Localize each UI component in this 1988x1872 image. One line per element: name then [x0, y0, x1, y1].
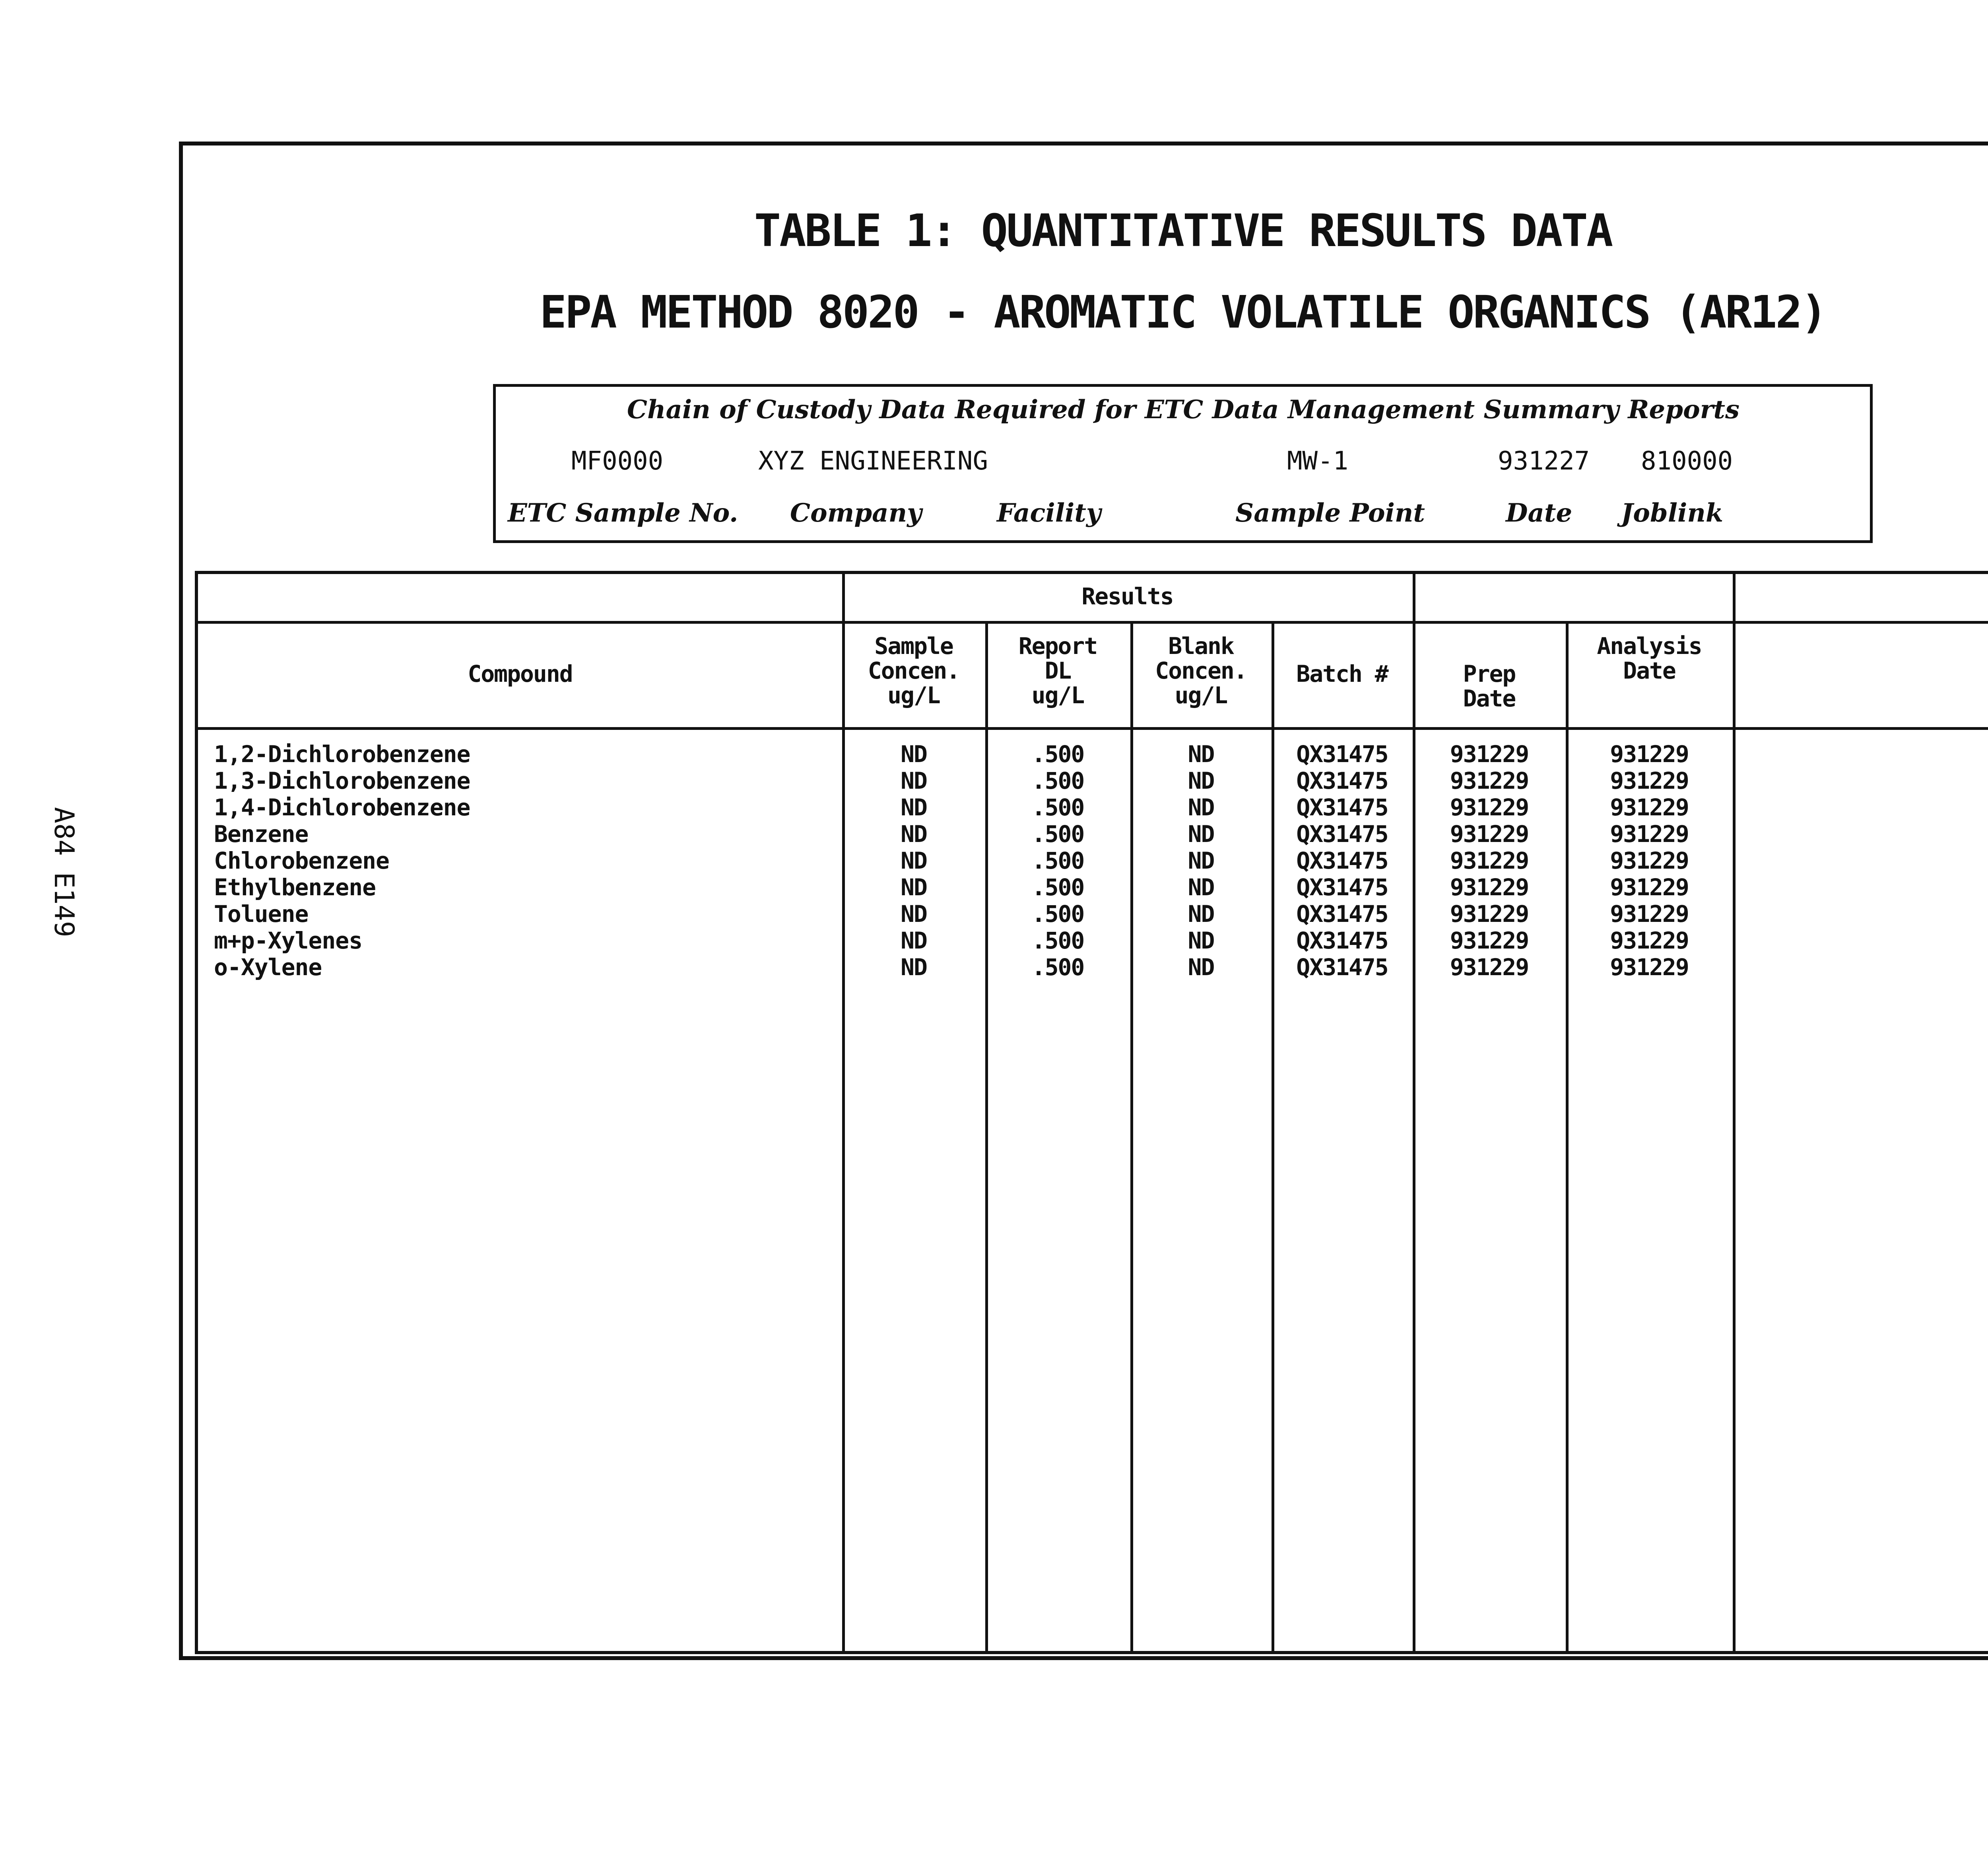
- table-cell-compound: Toluene: [214, 900, 309, 927]
- chain-of-custody-box: [493, 384, 1873, 543]
- table-cell-dl: .500: [1031, 821, 1084, 848]
- table-cell-batch: QX31475: [1296, 821, 1388, 848]
- report-dl-column: [985, 741, 1130, 981]
- table-cell-analysis: 931229: [1610, 741, 1689, 768]
- table-cell-blank: ND: [1188, 900, 1214, 927]
- table-divider: [198, 621, 1988, 624]
- coc-sample-no-label: ETC Sample No.: [508, 498, 738, 528]
- table-cell-compound: 1,4-Dichlorobenzene: [214, 794, 470, 821]
- table-cell-sample: ND: [901, 954, 927, 981]
- table-cell-prep: 931229: [1450, 821, 1529, 848]
- table-cell-blank: ND: [1188, 794, 1214, 821]
- column-divider: [842, 574, 845, 1651]
- table-cell-batch: QX31475: [1296, 900, 1388, 927]
- table-cell-blank: ND: [1188, 741, 1214, 768]
- table-cell-compound: m+p-Xylenes: [214, 927, 363, 954]
- table-cell-dl: .500: [1031, 794, 1084, 821]
- blank-concen-column: [1130, 741, 1272, 981]
- table-cell-batch: QX31475: [1296, 794, 1388, 821]
- coc-company-value: XYZ ENGINEERING: [758, 446, 988, 476]
- report-dl-column-header: Report DL ug/L: [1018, 632, 1097, 709]
- table-cell-sample: ND: [901, 900, 927, 927]
- table-cell-batch: QX31475: [1296, 847, 1388, 874]
- table-cell-analysis: 931229: [1610, 767, 1689, 794]
- table-cell-batch: QX31475: [1296, 767, 1388, 794]
- results-table: [195, 571, 1988, 1654]
- table-cell-prep: 931229: [1450, 767, 1529, 794]
- table-cell-prep: 931229: [1450, 741, 1529, 768]
- blank-concen-column-header: Blank Concen. ug/L: [1155, 632, 1247, 709]
- report-subtitle: EPA METHOD 8020 - AROMATIC VOLATILE ORGANICS (AR12): [540, 287, 1826, 338]
- table-cell-batch: QX31475: [1296, 927, 1388, 954]
- prep-date-column: [1413, 741, 1566, 981]
- coc-joblink-value: 810000: [1641, 446, 1733, 476]
- table-cell-prep: 931229: [1450, 927, 1529, 954]
- table-cell-sample: ND: [901, 927, 927, 954]
- table-cell-blank: ND: [1188, 847, 1214, 874]
- coc-joblink-label: Joblink: [1621, 498, 1724, 528]
- table-cell-blank: ND: [1188, 927, 1214, 954]
- table-cell-prep: 931229: [1450, 874, 1529, 901]
- table-cell-compound: Chlorobenzene: [214, 847, 389, 874]
- analysis-date-column-header: Analysis Date: [1597, 632, 1702, 684]
- table-cell-sample: ND: [901, 741, 927, 768]
- table-cell-sample: ND: [901, 821, 927, 848]
- coc-sample-point-value: MW-1: [1287, 446, 1349, 476]
- coc-company-label: Company: [790, 498, 922, 528]
- table-cell-sample: ND: [901, 767, 927, 794]
- table-cell-analysis: 931229: [1610, 847, 1689, 874]
- table-cell-analysis: 931229: [1610, 954, 1689, 981]
- analysis-date-column: [1566, 741, 1733, 981]
- compound-column-header: Compound: [468, 660, 573, 687]
- report-frame: [179, 142, 1988, 1660]
- results-group-header: Results: [1081, 583, 1173, 610]
- table-cell-dl: .500: [1031, 954, 1084, 981]
- table-cell-sample: ND: [901, 847, 927, 874]
- batch-column-header: Batch #: [1296, 660, 1388, 687]
- coc-facility-label: Facility: [997, 498, 1101, 528]
- table-cell-compound: 1,3-Dichlorobenzene: [214, 767, 470, 794]
- table-cell-dl: .500: [1031, 741, 1084, 768]
- table-cell-analysis: 931229: [1610, 874, 1689, 901]
- table-cell-prep: 931229: [1450, 847, 1529, 874]
- table-cell-compound: 1,2-Dichlorobenzene: [214, 741, 470, 768]
- coc-date-value: 931227: [1498, 446, 1590, 476]
- table-cell-batch: QX31475: [1296, 741, 1388, 768]
- table-cell-blank: ND: [1188, 767, 1214, 794]
- table-cell-prep: 931229: [1450, 954, 1529, 981]
- sample-concen-column: [842, 741, 985, 981]
- table-cell-analysis: 931229: [1610, 927, 1689, 954]
- table-cell-analysis: 931229: [1610, 794, 1689, 821]
- table-cell-compound: o-Xylene: [214, 954, 322, 981]
- table-cell-blank: ND: [1188, 954, 1214, 981]
- table-cell-dl: .500: [1031, 874, 1084, 901]
- column-divider: [1413, 574, 1415, 1651]
- table-cell-prep: 931229: [1450, 794, 1529, 821]
- table-cell-blank: ND: [1188, 821, 1214, 848]
- coc-sample-point-label: Sample Point: [1235, 498, 1425, 528]
- sample-concen-column-header: Sample Concen. ug/L: [868, 632, 960, 709]
- coc-sample-no-value: MF0000: [571, 446, 664, 476]
- compound-column: [214, 741, 470, 981]
- table-cell-dl: .500: [1031, 847, 1084, 874]
- table-cell-batch: QX31475: [1296, 954, 1388, 981]
- document-code: A84 E149: [48, 807, 80, 937]
- prep-date-column-header: Prep Date: [1463, 660, 1516, 712]
- table-cell-batch: QX31475: [1296, 874, 1388, 901]
- table-cell-analysis: 931229: [1610, 821, 1689, 848]
- table-cell-sample: ND: [901, 874, 927, 901]
- table-cell-dl: .500: [1031, 900, 1084, 927]
- report-title: TABLE 1: QUANTITATIVE RESULTS DATA: [754, 205, 1612, 257]
- coc-heading: Chain of Custody Data Required for ETC Data Management Summary Reports: [627, 395, 1740, 425]
- column-divider: [1733, 574, 1736, 1651]
- table-cell-dl: .500: [1031, 767, 1084, 794]
- table-cell-sample: ND: [901, 794, 927, 821]
- table-cell-analysis: 931229: [1610, 900, 1689, 927]
- batch-column: [1272, 741, 1413, 981]
- table-cell-dl: .500: [1031, 927, 1084, 954]
- table-cell-prep: 931229: [1450, 900, 1529, 927]
- table-cell-compound: Benzene: [214, 821, 309, 848]
- coc-date-label: Date: [1506, 498, 1573, 528]
- table-cell-blank: ND: [1188, 874, 1214, 901]
- table-cell-compound: Ethylbenzene: [214, 874, 376, 901]
- table-divider: [198, 727, 1988, 730]
